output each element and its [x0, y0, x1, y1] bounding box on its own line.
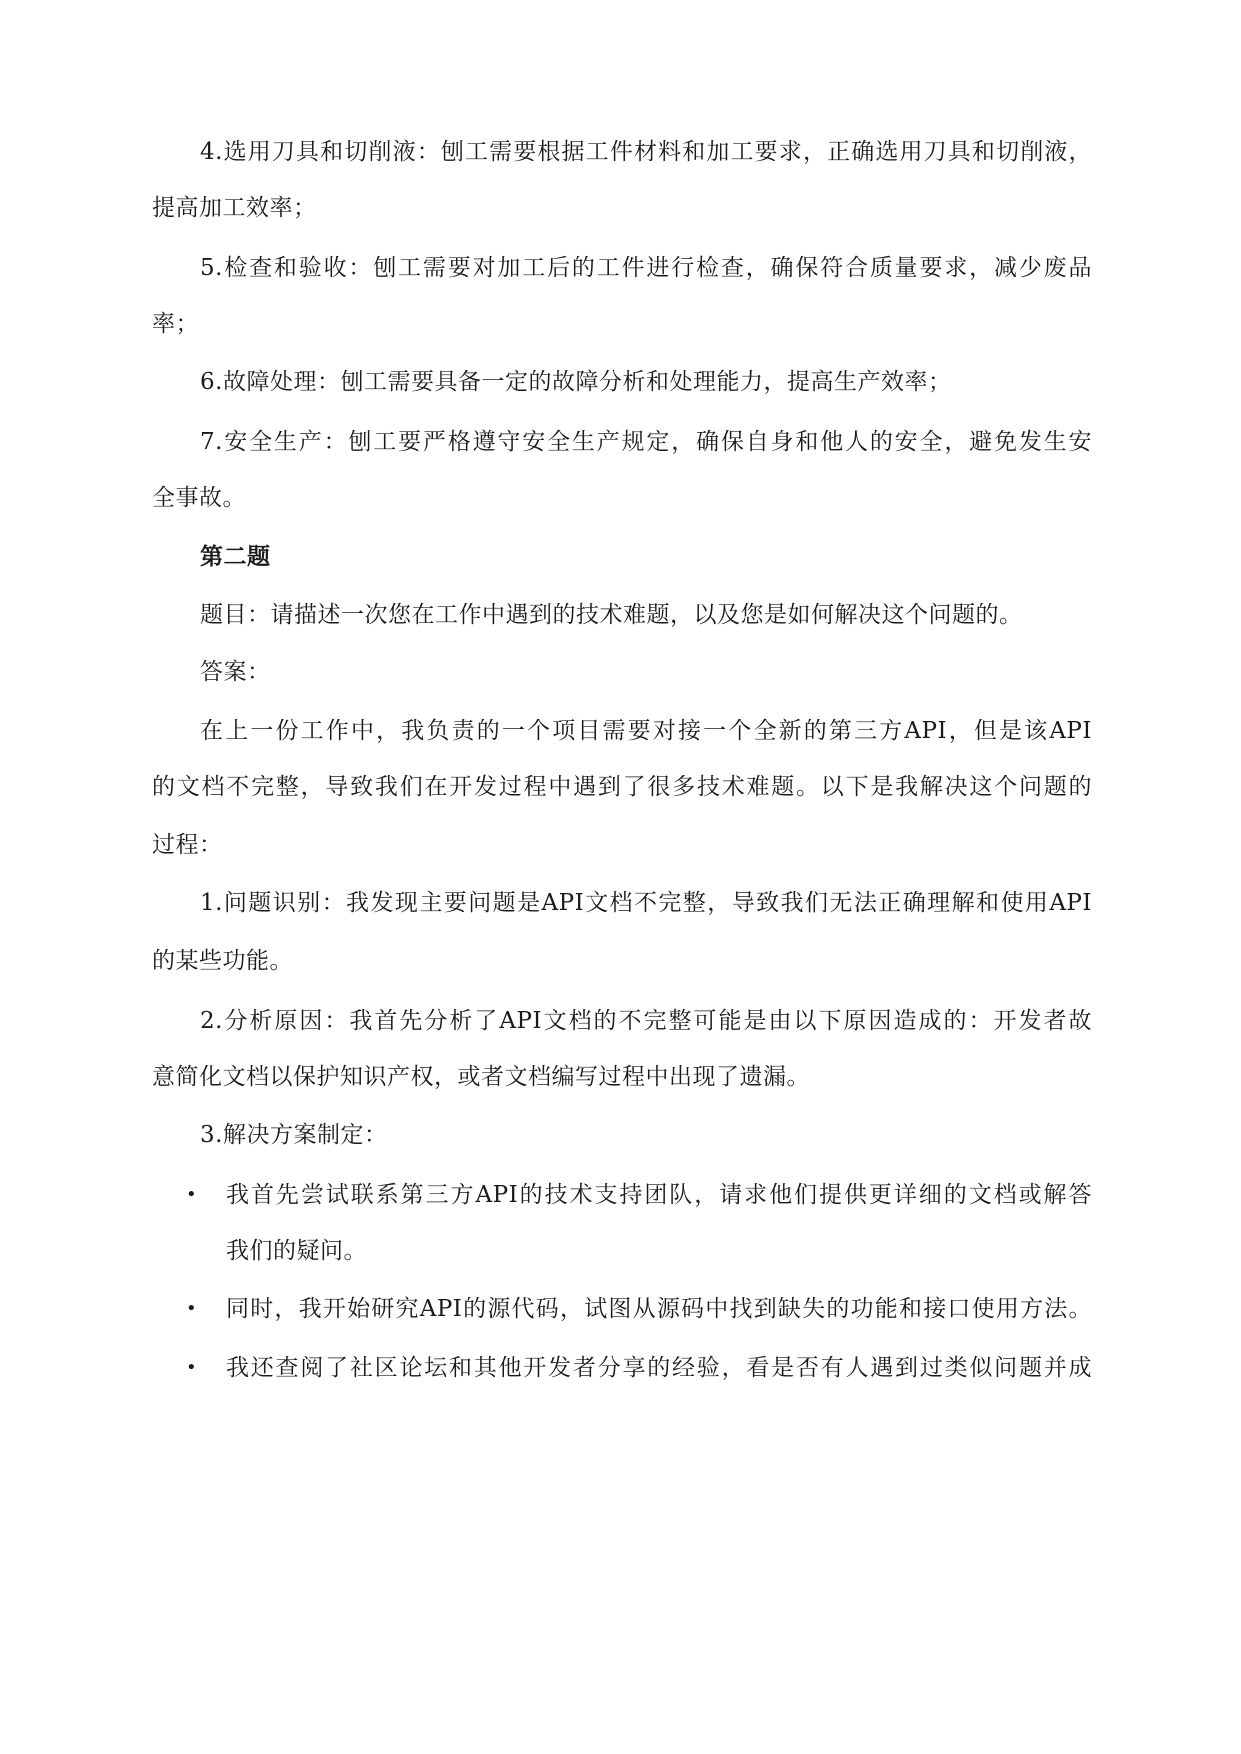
bullet3-line1: 我还查阅了社区论坛和其他开发者分享的经验，看是否有人遇到过类似问题并成 [226, 1355, 1092, 1381]
bullet-marker: • [186, 1184, 197, 1205]
bullet-marker: • [186, 1298, 197, 1319]
intro-line1: 在上一份工作中，我负责的一个项目需要对接一个全新的第三方API，但是该API [200, 718, 1092, 744]
intro-line3: 过程： [152, 832, 223, 858]
step1-line1: 1.问题识别：我发现主要问题是API文档不完整，导致我们无法正确理解和使用API [200, 890, 1092, 916]
step2-line2: 意简化文档以保护知识产权，或者文档编写过程中出现了遗漏。 [152, 1064, 810, 1090]
answer-label: 答案： [200, 659, 271, 685]
question-text: 题目：请描述一次您在工作中遇到的技术难题，以及您是如何解决这个问题的。 [200, 602, 1023, 628]
section-heading: 第二题 [200, 544, 271, 570]
bullet1-line1: 我首先尝试联系第三方API的技术支持团队，请求他们提供更详细的文档或解答 [226, 1182, 1092, 1208]
paragraph-item5-line1: 5.检查和验收：刨工需要对加工后的工件进行检查，确保符合质量要求，减少废品 [200, 255, 1092, 281]
paragraph-item7-line1: 7.安全生产：刨工要严格遵守安全生产规定，确保自身和他人的安全，避免发生安 [200, 429, 1092, 455]
step2-line1: 2.分析原因：我首先分析了API文档的不完整可能是由以下原因造成的：开发者故 [200, 1008, 1092, 1034]
intro-line2: 的文档不完整，导致我们在开发过程中遇到了很多技术难题。以下是我解决这个问题的 [152, 774, 1092, 800]
paragraph-item6-line1: 6.故障处理：刨工需要具备一定的故障分析和处理能力，提高生产效率； [200, 369, 952, 395]
paragraph-item4-line1: 4.选用刀具和切削液：刨工需要根据工件材料和加工要求，正确选用刀具和切削液， [200, 139, 1092, 165]
paragraph-item4-line2: 提高加工效率； [152, 195, 317, 221]
paragraph-item5-line2: 率； [152, 311, 199, 337]
bullet-marker: • [186, 1357, 197, 1378]
step1-line2: 的某些功能。 [152, 948, 293, 974]
paragraph-item7-line2: 全事故。 [152, 485, 246, 511]
step3-heading: 3.解决方案制定： [200, 1122, 388, 1148]
bullet2-line1: 同时，我开始研究API的源代码，试图从源码中找到缺失的功能和接口使用方法。 [226, 1296, 1092, 1322]
bullet1-line2: 我们的疑问。 [226, 1238, 367, 1264]
